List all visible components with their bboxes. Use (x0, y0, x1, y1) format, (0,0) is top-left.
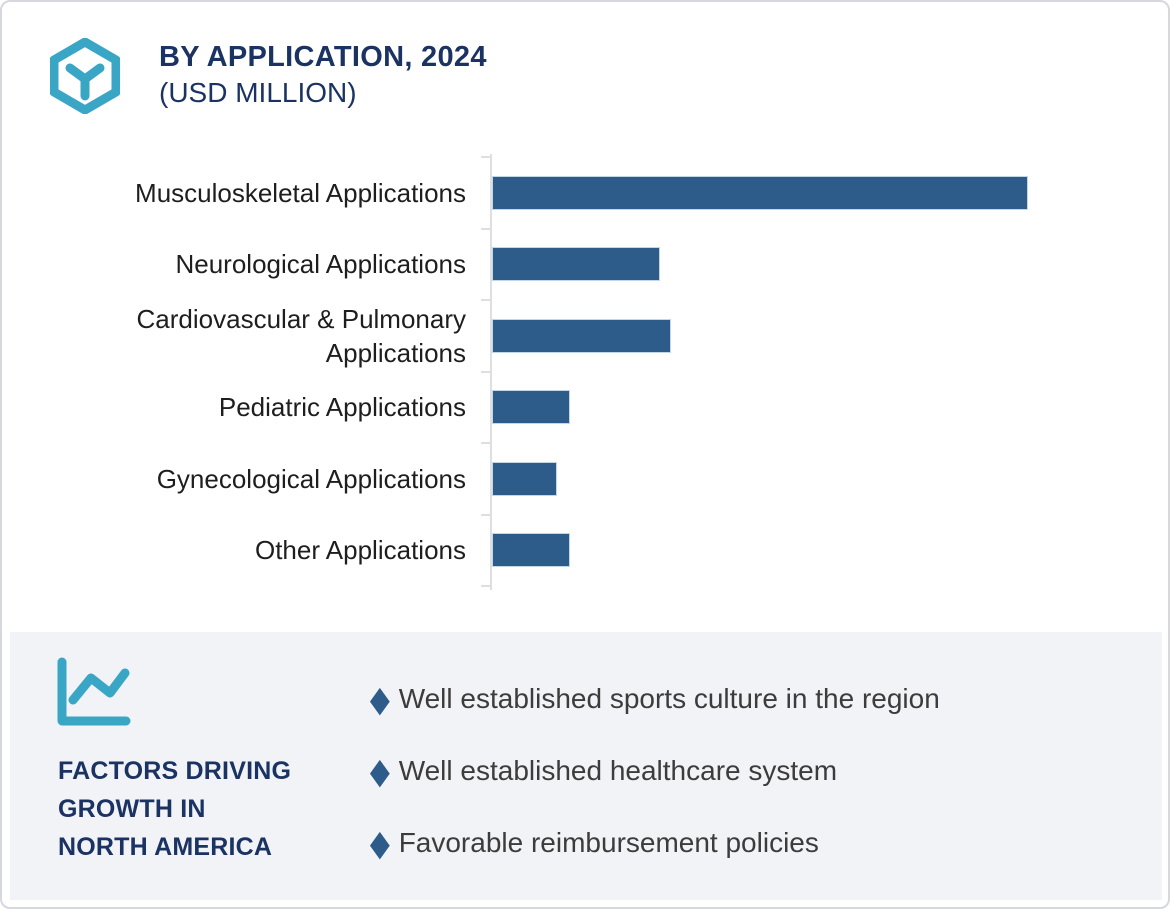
chart-row (2, 443, 1170, 515)
axis-tick (481, 585, 490, 587)
category-label (2, 176, 466, 210)
factors-heading-line: GROWTH IN (58, 795, 206, 823)
category-label (2, 533, 466, 567)
line-chart-icon (54, 656, 132, 728)
bar (492, 390, 570, 424)
chart-row (2, 372, 1170, 444)
chart-row (2, 300, 1170, 372)
category-label-text: Pediatric Applications (218, 392, 466, 423)
category-label (2, 462, 466, 496)
hexagon-cube-icon (50, 38, 120, 114)
bar-track (492, 247, 1170, 281)
bar (492, 462, 557, 496)
bar (492, 176, 1028, 210)
category-label-text: Cardiovascular & Pulmonary Applications (136, 303, 466, 368)
bar-track (492, 319, 1170, 353)
diamond-bullet-icon: ◆ (369, 822, 390, 863)
category-label-text: Neurological Applications (175, 249, 466, 280)
factor-text: Well established sports culture in the region (398, 683, 940, 714)
bar-chart (2, 157, 1170, 586)
chart-header (159, 42, 487, 108)
factor-text: Well established healthcare system (398, 755, 838, 786)
list-item (366, 663, 940, 735)
bar (492, 247, 660, 281)
factors-heading-line: FACTORS DRIVING (58, 757, 292, 785)
diamond-bullet-icon: ◆ (369, 678, 390, 719)
factor-text: Favorable reimbursement policies (398, 827, 819, 858)
bar-track (492, 176, 1170, 210)
category-label-text: Musculoskeletal Applications (135, 177, 466, 208)
chart-row (2, 515, 1170, 587)
chart-axis (490, 154, 492, 590)
factors-heading-line: NORTH AMERICA (58, 833, 273, 861)
bar-track (492, 462, 1170, 496)
axis-tick (481, 371, 490, 373)
axis-tick (481, 514, 490, 516)
chart-row (2, 157, 1170, 229)
category-label-text: Other Applications (254, 535, 466, 566)
chart-row (2, 229, 1170, 301)
factors-list (366, 663, 940, 879)
category-label (2, 247, 466, 281)
axis-tick (481, 228, 490, 230)
category-label (2, 302, 466, 370)
category-label (2, 390, 466, 424)
chart-subtitle: (USD MILLION) (159, 77, 357, 108)
chart-title: BY APPLICATION, 2024 (159, 41, 487, 73)
axis-tick (481, 442, 490, 444)
axis-tick (481, 299, 490, 301)
list-item (366, 807, 940, 879)
factors-heading (58, 752, 291, 866)
category-label-text: Gynecological Applications (156, 463, 466, 494)
factors-panel (10, 632, 1162, 900)
bar-track (492, 390, 1170, 424)
bar (492, 533, 570, 567)
axis-tick (481, 156, 490, 158)
bar-track (492, 533, 1170, 567)
diamond-bullet-icon: ◆ (369, 750, 390, 791)
list-item (366, 735, 940, 807)
bar (492, 319, 671, 353)
